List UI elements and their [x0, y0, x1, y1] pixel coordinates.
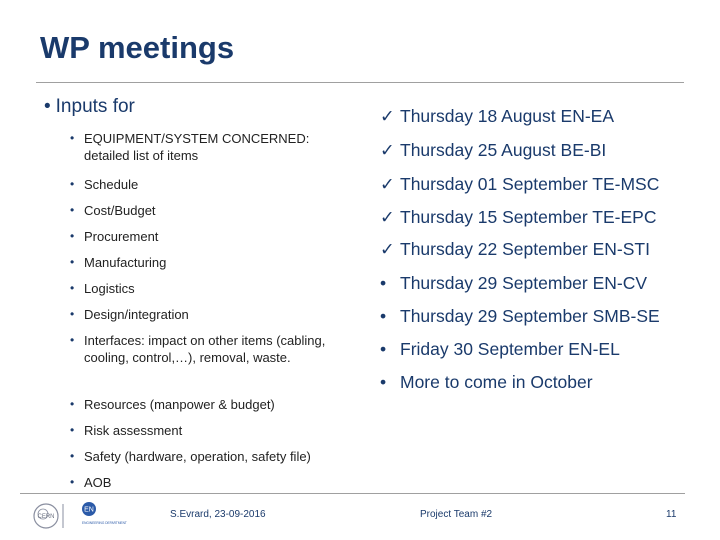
cern-logo-text: CERN: [37, 514, 55, 520]
meeting-item: [380, 238, 650, 260]
en-logo-text: EN: [84, 506, 94, 514]
meeting-item: [380, 105, 614, 127]
bullet-icon: •: [70, 475, 75, 489]
meeting-text: Thursday 18 August EN-EA: [400, 106, 614, 126]
bullet-icon: •: [70, 255, 75, 269]
list-item: [70, 332, 350, 366]
inputs-heading: [44, 96, 135, 118]
meeting-text: Thursday 22 September EN-STI: [400, 239, 650, 259]
bullet-icon: •: [70, 423, 75, 437]
list-item: [70, 396, 350, 413]
bullet-icon: •: [70, 281, 75, 295]
bullet-icon: •: [70, 397, 75, 411]
footer-author-date: S.Evrard, 23-09-2016: [170, 509, 266, 520]
list-item-text: Risk assessment: [84, 423, 183, 438]
meeting-item: [380, 173, 659, 195]
checkmark-icon: ✓: [380, 207, 395, 227]
checkmark-icon: ✓: [380, 239, 395, 259]
list-item: [70, 280, 350, 297]
meeting-item: [380, 272, 647, 294]
list-item-text: Interfaces: impact on other items (cabling, cooling, control,…), removal, waste.: [84, 333, 326, 365]
list-item-text: Logistics: [84, 281, 135, 296]
meeting-item: [380, 206, 656, 228]
list-item: [70, 202, 350, 219]
meeting-text: Thursday 29 September EN-CV: [400, 273, 648, 293]
inputs-heading-text: Inputs for: [55, 96, 135, 117]
en-department-logo: [82, 502, 127, 525]
list-item-text: Safety (hardware, operation, safety file): [84, 449, 311, 464]
meeting-text: Friday 30 September EN-EL: [400, 339, 620, 359]
meeting-item: [380, 305, 660, 327]
meeting-text: Thursday 15 September TE-EPC: [400, 207, 657, 227]
list-item: [70, 474, 350, 491]
meeting-text: Thursday 25 August BE-BI: [400, 140, 607, 160]
meeting-item: [380, 139, 606, 161]
list-item: [70, 228, 350, 245]
bullet-icon: •: [44, 96, 51, 117]
list-item: [70, 448, 350, 465]
bullet-icon: •: [70, 229, 75, 243]
title-divider: [36, 82, 684, 83]
bullet-icon: •: [70, 449, 75, 463]
meeting-item: [380, 371, 593, 393]
slide-title: WP meetings: [40, 30, 235, 65]
en-logo-subtitle: ENGINEERING DEPARTMENT: [82, 521, 127, 525]
list-item: [70, 130, 350, 164]
meeting-item: [380, 338, 620, 360]
meeting-text: Thursday 29 September SMB-SE: [400, 306, 660, 326]
bullet-icon: •: [70, 131, 75, 145]
bullet-icon: •: [70, 203, 75, 217]
list-item: [70, 254, 350, 271]
bullet-icon: •: [70, 307, 75, 321]
list-item-text: Procurement: [84, 229, 159, 244]
list-item-text: Resources (manpower & budget): [84, 397, 275, 412]
list-item-text: AOB: [84, 475, 112, 490]
logo-group: [32, 500, 127, 532]
list-item: [70, 422, 350, 439]
list-item-text: EQUIPMENT/SYSTEM CONCERNED: detailed list of items: [84, 131, 310, 163]
list-item-text: Cost/Budget: [84, 203, 156, 218]
bullet-icon: •: [380, 306, 387, 326]
cern-logo: [34, 504, 58, 528]
meeting-text: Thursday 01 September TE-MSC: [400, 174, 660, 194]
meeting-text: More to come in October: [400, 372, 593, 392]
checkmark-icon: ✓: [380, 174, 395, 194]
bullet-icon: •: [70, 177, 75, 191]
list-item: [70, 306, 350, 323]
checkmark-icon: ✓: [380, 106, 395, 126]
page-number: 11: [666, 509, 677, 520]
bullet-icon: •: [380, 372, 387, 392]
list-item-text: Schedule: [84, 177, 139, 192]
bullet-icon: •: [380, 273, 387, 293]
bullet-icon: •: [70, 333, 75, 347]
footer-event: Project Team #2: [420, 509, 493, 520]
list-item-text: Manufacturing: [84, 255, 167, 270]
checkmark-icon: ✓: [380, 140, 395, 160]
list-item: [70, 176, 350, 193]
bullet-icon: •: [380, 339, 387, 359]
list-item-text: Design/integration: [84, 307, 189, 322]
footer-divider: [20, 493, 685, 494]
